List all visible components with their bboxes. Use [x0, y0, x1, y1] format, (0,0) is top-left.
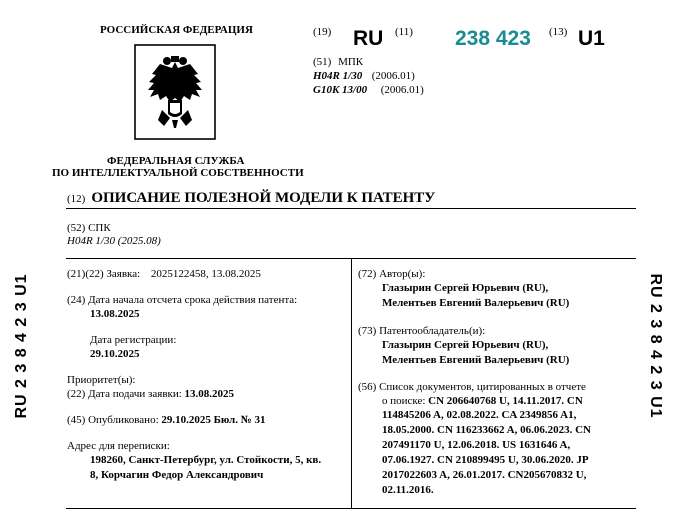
ipc-header — [313, 56, 363, 69]
ipc-row-1 — [313, 70, 415, 83]
published-value: 29.10.2025 Бюл. № 31 — [161, 414, 266, 426]
kind-code: U1 — [578, 27, 605, 50]
owner-2: Мелентьев Евгений Валерьевич (RU) — [382, 354, 570, 366]
registration-label: Дата регистрации: — [90, 334, 177, 346]
ipc-row-2 — [313, 84, 424, 97]
application-row — [67, 268, 261, 281]
priority-label: Приоритет(ы): — [67, 374, 136, 386]
title-divider — [66, 208, 636, 209]
column-divider — [351, 258, 352, 508]
cpc-value: H04R 1/30 (2025.08) — [67, 235, 161, 247]
address-line-2: 8, Корчагин Федор Александрович — [90, 469, 264, 481]
ipc-year-1: (2006.01) — [371, 70, 415, 82]
country-code: RU — [353, 27, 384, 50]
patent-number: 238 423 — [455, 27, 531, 50]
document-title — [67, 189, 435, 207]
refs-line: 02.11.2016. — [382, 484, 434, 496]
emblem-icon — [134, 44, 216, 140]
address-label: Адрес для переписки: — [67, 440, 170, 452]
application-label: (21)(22) Заявка: — [67, 268, 141, 280]
cpc-header — [67, 222, 111, 235]
refs-label: (56) Список документов, цитированных в отчете — [358, 381, 586, 393]
code-11: (11) — [395, 26, 413, 38]
refs-label-prefix: о поиске: — [382, 395, 426, 407]
registration-value: 29.10.2025 — [90, 348, 140, 360]
title-code: (12) — [67, 193, 86, 205]
priority-filing-value: 13.08.2025 — [184, 388, 235, 400]
ipc-class-2: G10K 13/00 — [313, 84, 368, 96]
refs-line: 18.05.2000. CN 116233662 A, 06.06.2023. CN — [382, 424, 592, 436]
refs-line: 114845206 A, 02.08.2022. CA 2349856 A1, — [382, 409, 577, 421]
cpc-label: СПК — [88, 222, 111, 234]
ipc-year-2: (2006.01) — [380, 84, 424, 96]
country-name: РОССИЙСКАЯ ФЕДЕРАЦИЯ — [100, 24, 253, 36]
owners-label: (73) Патентообладатель(и): — [358, 325, 486, 337]
code-13: (13) — [549, 26, 568, 38]
side-label-left: RU 2 3 8 4 2 3 U1 — [13, 273, 30, 419]
refs-line: 2017022603 A, 26.01.2017. CN205670832 U, — [382, 469, 587, 481]
address-line-1: 198260, Санкт-Петербург, ул. Стойкости, 5, кв. — [90, 454, 322, 466]
side-label-right: RU 2 3 8 4 2 3 U1 — [647, 273, 664, 419]
ipc-class-1: H04R 1/30 — [313, 70, 363, 82]
code-19: (19) — [313, 26, 332, 38]
refs-line-1 — [382, 395, 583, 408]
ipc-code: (51) — [313, 56, 332, 68]
refs-line: 07.06.1927. CN 210899495 U, 30.06.2020. JP — [382, 454, 589, 466]
title-text: ОПИСАНИЕ ПОЛЕЗНОЙ МОДЕЛИ К ПАТЕНТУ — [91, 190, 436, 206]
term-start-label: (24) Дата начала отсчета срока действия патента: — [67, 294, 298, 306]
author-1: Глазырин Сергей Юрьевич (RU), — [382, 282, 549, 294]
priority-row — [67, 388, 234, 401]
cpc-code: (52) — [67, 222, 86, 234]
application-value: 2025122458, 13.08.2025 — [150, 268, 261, 280]
author-2: Мелентьев Евгений Валерьевич (RU) — [382, 297, 570, 309]
agency-line-2: ПО ИНТЕЛЛЕКТУАЛЬНОЙ СОБСТВЕННОСТИ — [52, 167, 304, 179]
ipc-label: МПК — [338, 56, 364, 68]
table-bottom-divider — [66, 508, 636, 509]
refs-line: 207491170 U, 12.06.2018. US 1631646 A, — [382, 439, 571, 451]
published-row — [67, 414, 266, 427]
term-start-value: 13.08.2025 — [90, 308, 140, 320]
owner-1: Глазырин Сергей Юрьевич (RU), — [382, 339, 549, 351]
agency-line-1: ФЕДЕРАЛЬНАЯ СЛУЖБА — [107, 155, 245, 167]
published-label: (45) Опубликовано: — [67, 414, 159, 426]
priority-filing-label: (22) Дата подачи заявки: — [67, 388, 182, 400]
authors-label: (72) Автор(ы): — [358, 268, 426, 280]
refs-line: CN 206640768 U, 14.11.2017. CN — [428, 395, 583, 407]
